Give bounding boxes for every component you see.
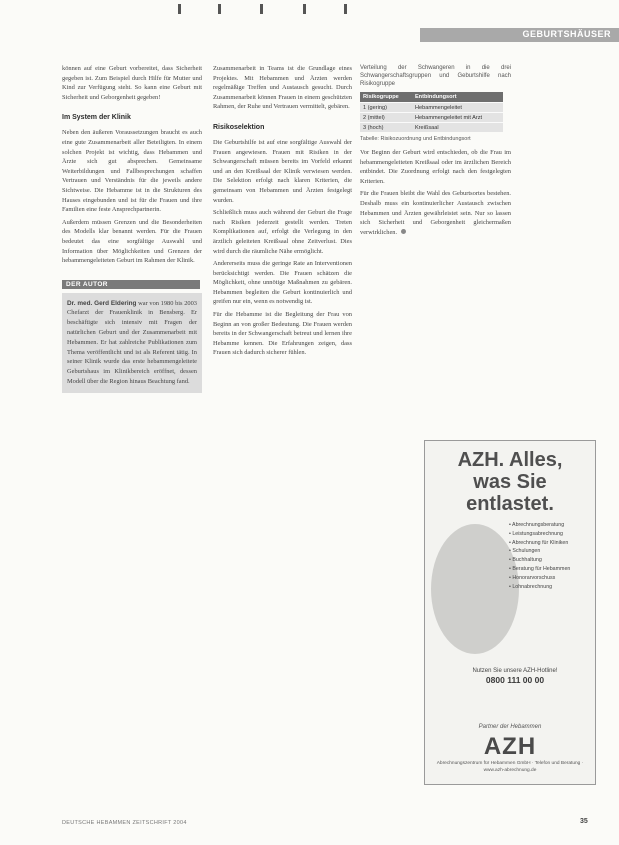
author-box bbox=[62, 293, 202, 393]
table-row bbox=[360, 113, 503, 123]
risk-table bbox=[360, 92, 503, 132]
ad-hotline-label: Nutzen Sie unsere AZH-Hotline! bbox=[472, 668, 558, 674]
ad-partner-tagline: Partner der Hebammen bbox=[478, 724, 542, 730]
paragraph: Die Geburtshilfe ist auf eine sorgfältige Auswahl der Frauen angewiesen. Frauen mit Risiken in der Schwangerschaft müssen bereits im Vorfeld erkannt und an den Kreißsaal der Klinik verwiesen werden. Die Selektion erfolgt nach klaren Kriterien, die gemeinsam von Hebammen und Ärzten festgelegt wurden. bbox=[213, 138, 352, 204]
ad-footer: Abrechnungszentrum für Hebammen GmbH · Telefon und Beratung · www.azh-abrechnung.de bbox=[436, 761, 584, 773]
paragraph: Neben den äußeren Voraussetzungen braucht es auch eine gute Zusammenarbeit aller Beteiligten. In einem solchen Projekt ist wichtig, dass Hebammen und Ärzte sich gut absprechen. Gemeinsame Weiterbildungen und Fallbesprechungen schaffen Vertrauen und Verständnis für die jeweils andere Sichtweise. Die Hebamme ist in die Strukturen des Hauses eingebunden und ist für die Frauen und ihre Familien eine feste Ansprechpartnerin. bbox=[62, 129, 202, 214]
column-3 bbox=[360, 64, 511, 240]
ad-service-item: • Leistungsabrechnung bbox=[509, 530, 591, 539]
table-cell: Hebammengeleitet bbox=[412, 103, 503, 113]
section-header bbox=[420, 28, 619, 42]
ad-service-list bbox=[509, 521, 591, 591]
crop-marks bbox=[178, 4, 348, 14]
paragraph: Schließlich muss auch während der Geburt die Frage nach Risiken jederzeit gestellt werden. Treten Komplikationen auf, erfolgt die Verlegung in den ärztlich geleiteten Kreißsaal ohne Zeitverlust. Dies wird durch die räumliche Nähe ermöglicht. bbox=[213, 209, 352, 255]
page-number: 35 bbox=[580, 818, 588, 825]
paragraph: Zusammenarbeit in Teams ist die Grundlage eines Projektes. Mit Hebammen und Ärzten werden regelmäßige Treffen und Austausch gesucht. Durch Zusammenarbeit können Frauen in einem geschützten Rahmen, der Ruhe und Vertrauen vermittelt, gebären. bbox=[213, 65, 352, 111]
ad-service-item: • Lohnabrechnung bbox=[509, 583, 591, 592]
paragraph: können auf eine Geburt vorbereitet, dass Sicherheit gegeben ist. Zum Beispiel durch Hilfe für Mutter und Kind zur Verfügung steht. So kann eine Geburt mit Sicherheit und Geborgenheit gegeben! bbox=[62, 65, 202, 101]
paragraph: Außerdem müssen Grenzen und die Besonderheiten des Modells klar benannt werden. Für die Frauen bedeutet das eine sorgfältige Auswahl und Information über Möglichkeiten und Grenzen der hebammengeleiteten Geburt im Rahmen der Klinik. bbox=[62, 218, 202, 265]
paragraph: Vor Beginn der Geburt wird entschieden, ob die Frau im hebammengeleiteten Kreißsaal oder im ärztlichen Bereich entbindet. Die Zuordnung erfolgt nach den festgelegten Kriterien. bbox=[360, 149, 511, 185]
ad-service-item: • Beratung für Hebammen bbox=[509, 565, 591, 574]
column-1 bbox=[62, 64, 202, 393]
section-title: GEBURTSHÄUSER bbox=[522, 29, 611, 39]
ad-headline-3: entlastet. bbox=[466, 493, 554, 515]
table-cell: 2 (mittel) bbox=[360, 113, 412, 123]
ad-headline-1: AZH. Alles, bbox=[457, 449, 563, 471]
table-header: Risikogruppe bbox=[360, 92, 412, 103]
table-row bbox=[360, 103, 503, 113]
table-header: Entbindungsort bbox=[412, 92, 503, 103]
author-name: Dr. med. Gerd Eldering bbox=[67, 299, 137, 307]
table-note: Tabelle: Risikozuordnung und Entbindungsort bbox=[360, 136, 471, 142]
table-cell: Kreißsaal bbox=[412, 123, 503, 133]
table-cell: 1 (gering) bbox=[360, 103, 412, 113]
heading-risikoselektion: Risikoselektion bbox=[213, 123, 265, 131]
table-cell: Hebammengeleitet mit Arzt bbox=[412, 113, 503, 123]
paragraph bbox=[360, 189, 511, 237]
ad-service-item: • Schulungen bbox=[509, 547, 591, 556]
ad-hotline-number: 0800 111 00 00 bbox=[485, 675, 545, 685]
paragraph: Andererseits muss die geringe Rate an Interventionen berücksichtigt werden. Die Frauen schätzen die Möglichkeit, ohne unnötige Maßnahmen zu gebären. Hebammen begleiten die Geburt kontinuierlich und greifen nur ein, wenn es notwendig ist. bbox=[213, 260, 352, 306]
paragraph: Für die Hebamme ist die Begleitung der Frau von Beginn an von großer Bedeutung. Die Frauen werden bereits in der Schwangerschaft betreut und lernen ihre Hebamme kennen. Die Erfahrungen zeigen, dass Frauen sich dadurch sicherer fühlen. bbox=[213, 311, 352, 357]
ad-service-item: • Buchhaltung bbox=[509, 556, 591, 565]
column-2 bbox=[213, 64, 352, 361]
paragraph-text: Für die Frauen bleibt die Wahl des Geburtsortes bestehen. Deshalb muss ein kontinuierlicher Austausch zwischen Hebammen und Ärzten gewährleistet sein. Nur so lassen sich Sicherheit und Geborgenheit gleichermaßen verwirklichen. bbox=[360, 190, 511, 236]
author-bio: war von 1980 bis 2003 Chefarzt der Frauenklinik in Bensberg. Er beschäftigte sich intensiv mit Fragen der natürlichen Geburt und der Zusammenarbeit mit Hebammen. Er hat zahlreiche Publikationen zum Thema veröffentlicht und ist als Referent tätig. In seiner Klinik wurde das erste hebammengeleitete Geburtshaus im Klinikbereich eröffnet, dessen Modell über die Region hinaus Beachtung fand. bbox=[67, 299, 197, 386]
ad-service-item: • Abrechnungsberatung bbox=[509, 521, 591, 530]
ad-photo-collage bbox=[431, 524, 519, 654]
journal-footer: DEUTSCHE HEBAMMEN ZEITSCHRIFT 2004 bbox=[62, 820, 187, 826]
end-mark-icon bbox=[401, 229, 406, 234]
ad-hotline bbox=[455, 667, 575, 685]
table-caption: Verteilung der Schwangeren in die drei Schwangerschaftsgruppen und Geburtshilfe nach Risikogruppe bbox=[360, 65, 511, 87]
author-heading: DER AUTOR bbox=[62, 280, 200, 289]
ad-headline-2: was Sie bbox=[473, 471, 547, 493]
ad-service-item: • Honorarvorschuss bbox=[509, 574, 591, 583]
table-cell: 3 (hoch) bbox=[360, 123, 412, 133]
ad-service-item: • Abrechnung für Kliniken bbox=[509, 539, 591, 548]
table-row bbox=[360, 123, 503, 133]
azh-advertisement bbox=[424, 440, 596, 785]
heading-im-system: Im System der Klinik bbox=[62, 114, 131, 122]
azh-logo: AZH bbox=[483, 733, 537, 760]
